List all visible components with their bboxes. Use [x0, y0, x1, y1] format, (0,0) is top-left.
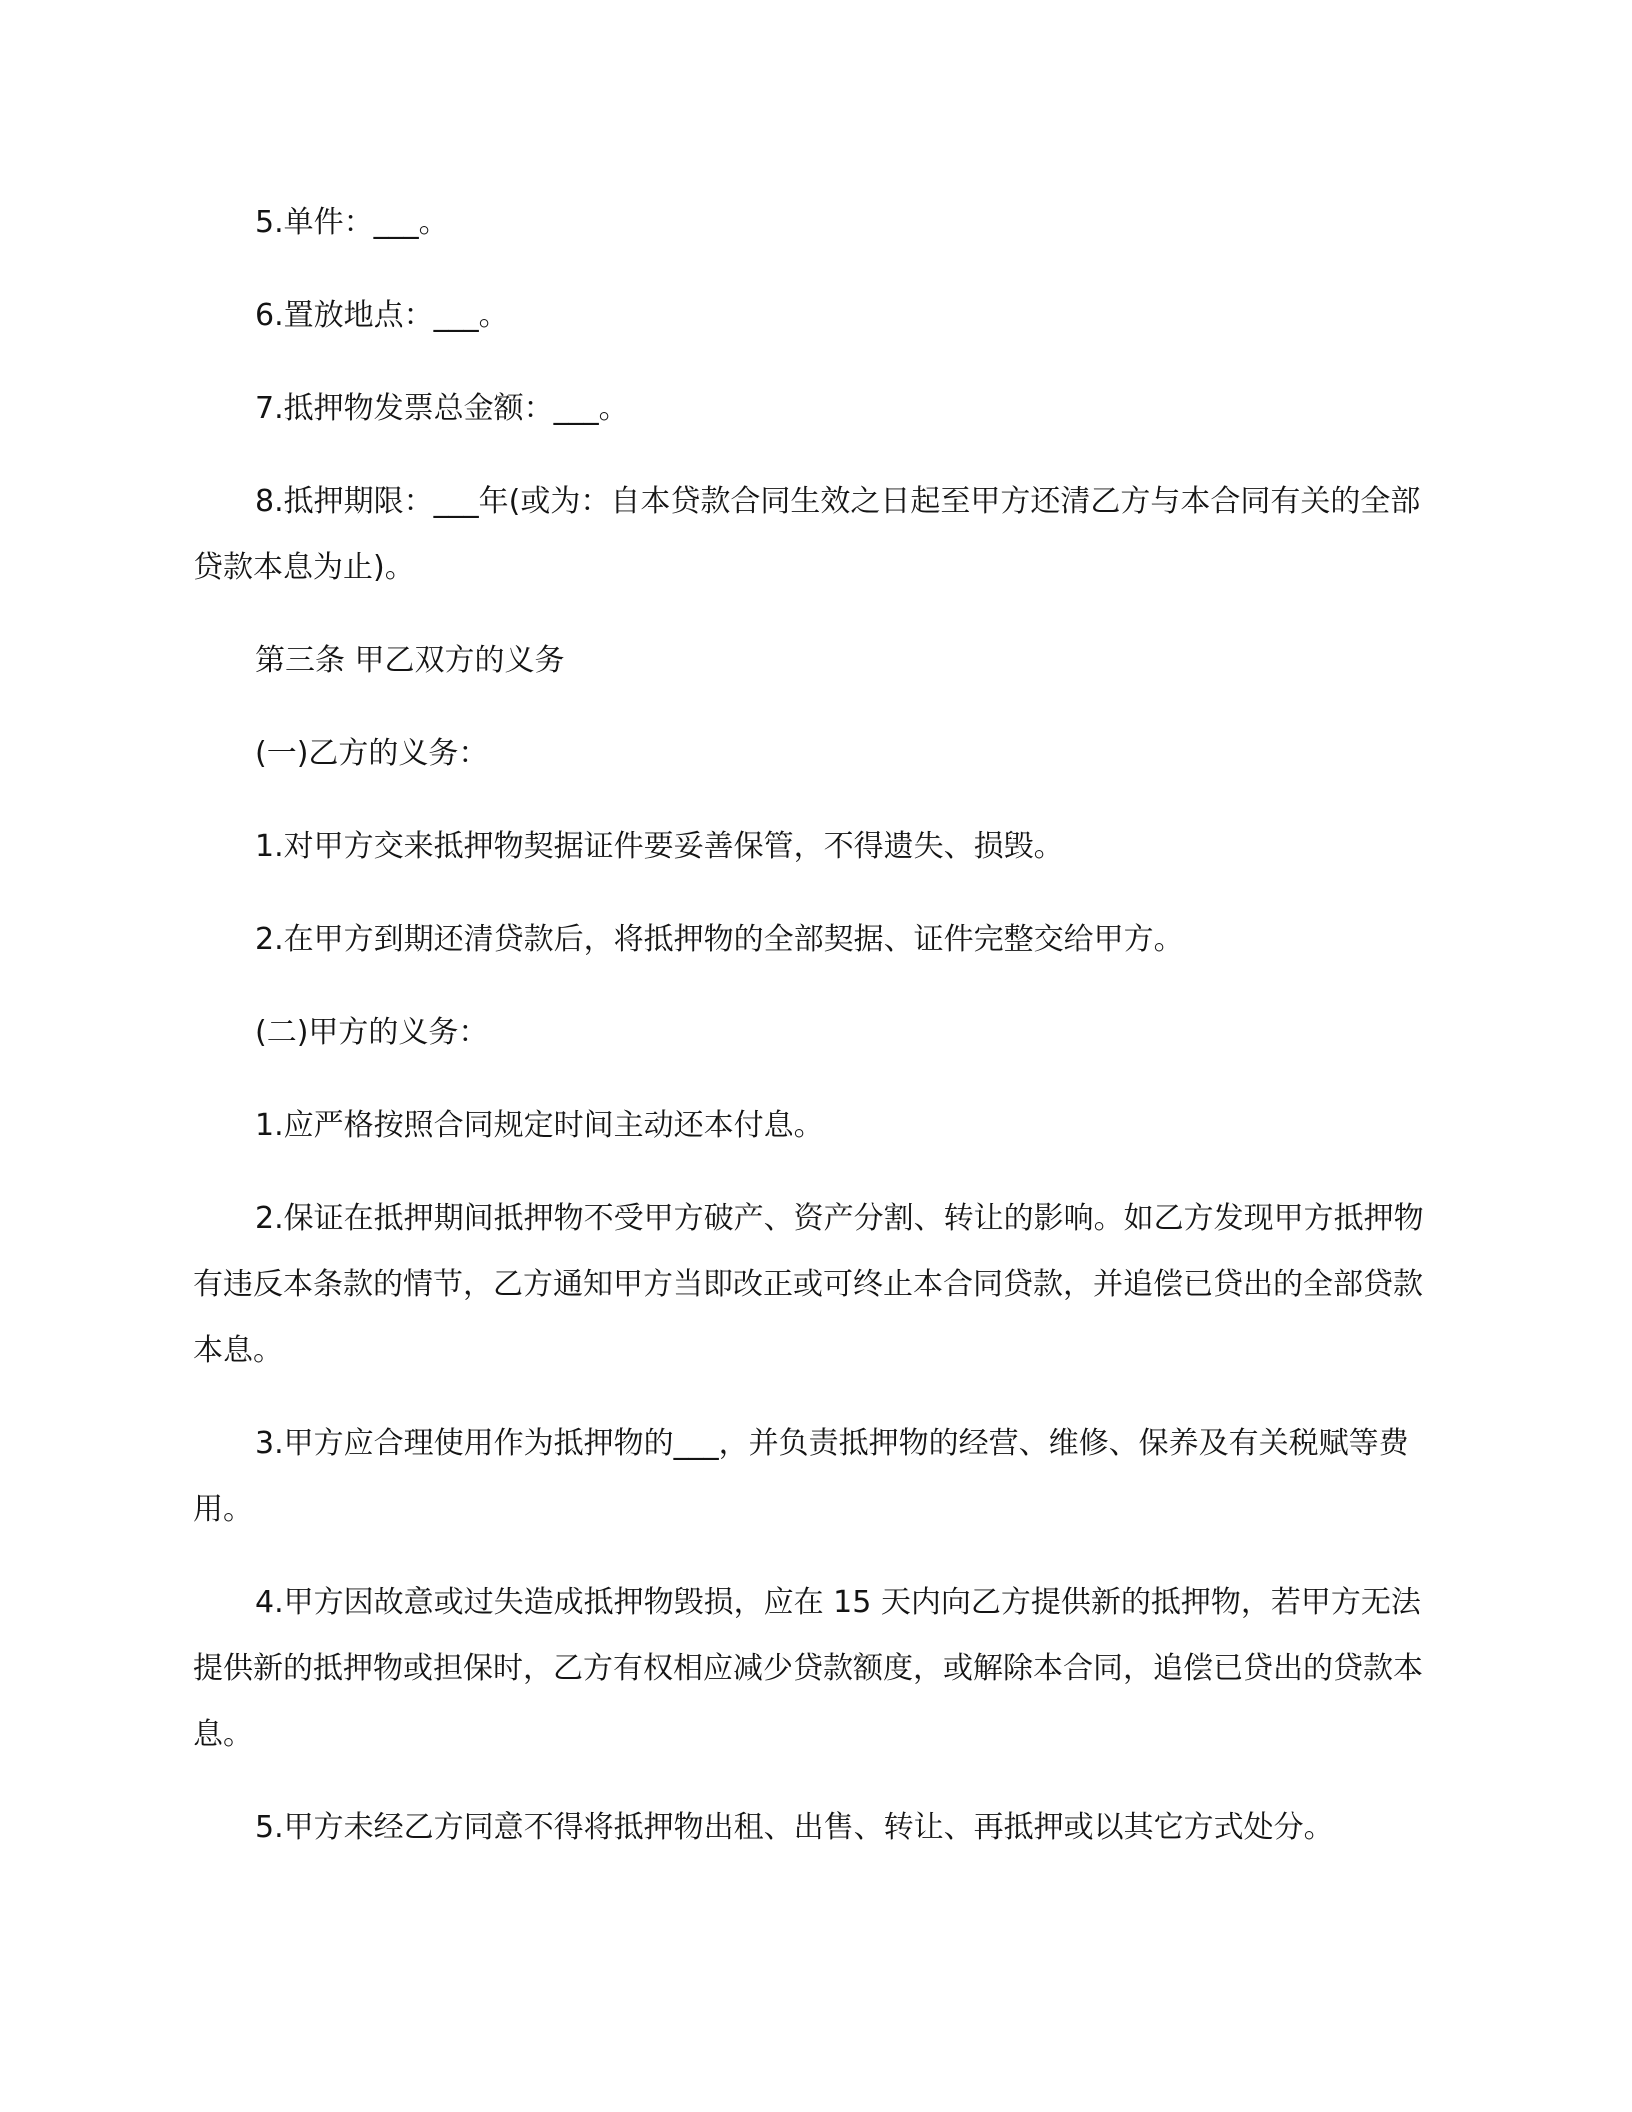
paragraph-party-a-duty-3: 3.甲方应合理使用作为抵押物的___，并负责抵押物的经营、维修、保养及有关税赋等费用。 — [193, 1426, 1409, 1527]
paragraph-item-8-mortgage-term: 8.抵押期限：___年(或为：自本贷款合同生效之日起至甲方还清乙方与本合同有关的全部贷款本息为止)。 — [193, 484, 1421, 585]
subsection-heading-party-a: (二)甲方的义务： — [255, 1015, 489, 1050]
paragraph-item-6-location: 6.置放地点：___。 — [255, 298, 509, 333]
paragraph-party-b-duty-1: 1.对甲方交来抵押物契据证件要妥善保管，不得遗失、损毁。 — [255, 829, 1064, 864]
paragraph-item-7-invoice-amount: 7.抵押物发票总金额：___。 — [255, 391, 629, 426]
paragraph-party-a-duty-5: 5.甲方未经乙方同意不得将抵押物出租、出售、转让、再抵押或以其它方式处分。 — [255, 1810, 1334, 1845]
paragraph-party-b-duty-2: 2.在甲方到期还清贷款后，将抵押物的全部契据、证件完整交给甲方。 — [255, 922, 1184, 957]
paragraph-party-a-duty-1: 1.应严格按照合同规定时间主动还本付息。 — [255, 1108, 824, 1143]
paragraph-item-5-unit: 5.单件：___。 — [255, 205, 449, 240]
paragraph-party-a-duty-4: 4.甲方因故意或过失造成抵押物毁损，应在 15 天内向乙方提供新的抵押物，若甲方无法提供新的抵押物或担保时，乙方有权相应减少贷款额度，或解除本合同，追偿已贷出的贷款本息。 — [193, 1585, 1423, 1752]
subsection-heading-party-b: (一)乙方的义务： — [255, 736, 489, 771]
section-heading-article-3: 第三条 甲乙双方的义务 — [255, 643, 565, 678]
paragraph-party-a-duty-2: 2.保证在抵押期间抵押物不受甲方破产、资产分割、转让的影响。如乙方发现甲方抵押物有违反本条款的情节，乙方通知甲方当即改正或可终止本合同贷款，并追偿已贷出的全部贷款本息。 — [193, 1201, 1424, 1368]
document-body — [193, 190, 1433, 1888]
